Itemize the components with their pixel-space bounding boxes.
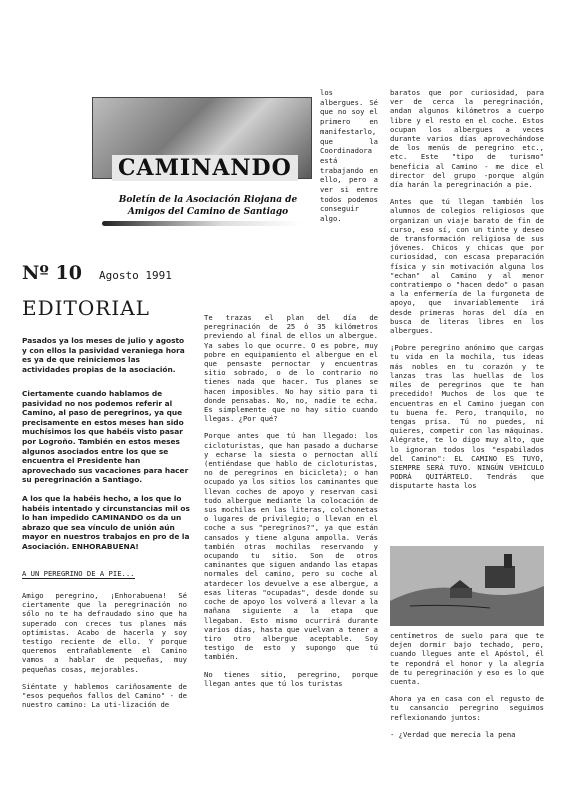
column-2-top [320,88,378,232]
col2-top-text: los albergues. Sé que no soy el primero en manifestarlo, que la Coordinadora está trabajando en ello, pero a ver si entre todos podemos conseguir algo. [320,88,378,224]
col3-paragraph-2: Antes que tú llegan también los alumnos de colegios religiosos que organizan un viaje barato de fin de curso, eso sí, con un tinte y deseo de transformación religiosa de sus jóvenes. Chicos y chicas que por curiosidad, con escasa preparación física y sin motivación alguna los "echan" al Camino y al menor contratiempo o "hacen dedo" o pasan a la enfermería de la furgoneta de apoyo, que invariablemente irá desde primeras horas del día en busca de literas libres en los albergues. [390,197,544,336]
editorial-paragraph-2: Ciertamente cuando hablamos de pasividad no nos podemos referir al Camino, al paso de peregrinos, ya que precisamente en estos meses han sido muchísimos los que habéis visto pasar por Logroño. También en estos meses algunos asociados entre los que se encuentra el Presidente han aprovechado sus vacaciones para hacer su peregrinación a Santiago. [22,389,189,485]
column-3 [390,88,544,499]
newsletter-logo [92,97,310,240]
col3-paragraph-3: ¡Pobre peregrino anónimo que cargas tu vida en la mochila, tus ideas más nobles en tu corazón y te lanzas tras las huellas de los miles de peregrinos que te han precedido! Muchos de los que te encuentras en el Camino juegan con tu buena fe. Pero, tranquilo, no tengas prisa. Tú no puedes, ni quieres, competir con las máquinas. Alégrate, te lo digo muy alto, que lo ignoran todos los "espabilados del Camino": EL CAMINO ES TUYO, SIEMPRE SERÁ TUYO. NINGÚN VEHÍCULO PODRÁ QUITÁRTELO. Tendrás que disputarte hasta los [390,343,544,491]
column-2 [204,313,378,696]
column-1 [22,591,187,717]
col3-paragraph-4: centímetros de suelo para que te dejen dormir bajo techado, pero, cuando llegues ante el Apóstol, él te repondrá el honor y la alegría de tu peregrinación y eso es lo que cuenta. [390,631,544,687]
logo-brush-rule [102,221,302,226]
col3-paragraph-5: Ahora ya en casa con el regusto de tu cansancio peregrino seguimos reflexionando juntos: [390,694,544,722]
col2-paragraph-1: Te trazas el plan del día de peregrinación de 25 ó 35 kilómetros previendo al final de ellos un albergue. Ya sabes lo que ocurre. O es pobre, muy pobre en equipamiento el albergue en el que pensaste pernoctar y encuentras sitio sobrado, o de lo contrario no tienes nada que hacer. Tus planes se hacen imposibles. No hay sitio para ti donde pensabas. No, no, nadie te echa. Es simplemente que no hay sitio cuando llegas. ¿Por qué? [204,313,378,424]
logo-title: CAMINANDO [112,155,298,181]
editorial-title: EDITORIAL [22,296,150,320]
village-illustration [390,546,544,626]
col3-paragraph-1: baratos que por curiosidad, para ver de cerca la peregrinación, andan algunos kilómetros a cuerpo libre y el resto en el coche. Estos ocupan los albergues a veces durante varios días aprovechándose de los menús de peregrino etc., etc. Este "tipo de turismo" beneficia al Camino - me dice el director del grupo -porque algún día harán la peregrinación a pie. [390,88,544,190]
col1-paragraph-2: Siéntate y hablemos cariñosamente de "esos pequeños fallos del Camino" - de nuestro camino: La uti-lización de [22,681,187,710]
editorial-paragraph-1: Pasados ya los meses de julio y agosto y con ellos la pasividad veraniega hora es ya de que reiniciemos las actividades propias de la asociación. [22,336,185,374]
editorial-paragraph-3: A los que la habéis hecho, a los que lo habéis intentado y circunstancias mil os lo han impedido CAMINANDO os da un abrazo que sea vínculo de unión aún mayor en nuestros trabajos en pro de la Asociación. ENHORABUENA! [22,494,190,551]
col3-paragraph-6: - ¿Verdad que merecía la pena [390,729,516,739]
article-heading-text: A UN PEREGRINO DE A PIE... [22,569,135,578]
issue-date: Agosto 1991 [99,269,172,282]
logo-subtitle: Boletín de la Asociación Riojana de Amigos del Camino de Santiago [118,195,298,217]
issue-number: Nº 10 [22,262,82,284]
col1-paragraph-1: Amigo peregrino, ¡Enhorabuena! Sé ciertamente que la peregrinación no sólo no te ha defraudado sino que ha superado con creces tus planes más optimistas. Acabo de hacerla y soy testigo reciente de ello. Y porque queremos entrañablemente el Camino vamos a hablar de pequeñas, muy pequeñas cosas, mejorables. [22,591,187,674]
issue-info [22,262,172,284]
col2-paragraph-2: Porque antes que tú han llegado: los cicloturistas, que han pasado a ducharse y echarse la siesta o pernoctan allí (entiéndase que hablo de cicloturistas, no de peregrinos en bicicleta); o han ocupado ya los sitios los caminantes que llevan coches de apoyo y reservan casi todo albergue mediante la colocación de sus mochilas en las literas, colchonetas o lugares de privilegio; o llevan en el coche a sus "peregrinos?", ya que están cansados y tiene alguna ampolla. Verás también otras mochilas reservando y ocupando tu sitio. Son de otros caminantes que siguen andando las etapas normales del camino, pero su coche al atardecer los devuelve a ese albergue, a esas literas "ocupadas", desde donde su coche de apoyo los volverá a llevar a la mañana siguiente a la etapa que llegaban. Esto mismo ocurrirá durante varios días, hasta que vuelvan a tener a tiro otro albergue aceptable. Soy testigo de esto y supongo que tú también. [204,431,378,662]
column-3-bottom [390,631,544,747]
col2-paragraph-3: No tienes sitio, peregrino, porque llegan antes que tú los turistas [204,669,378,688]
article-heading [22,569,187,579]
village-illustration-svg [390,546,544,626]
